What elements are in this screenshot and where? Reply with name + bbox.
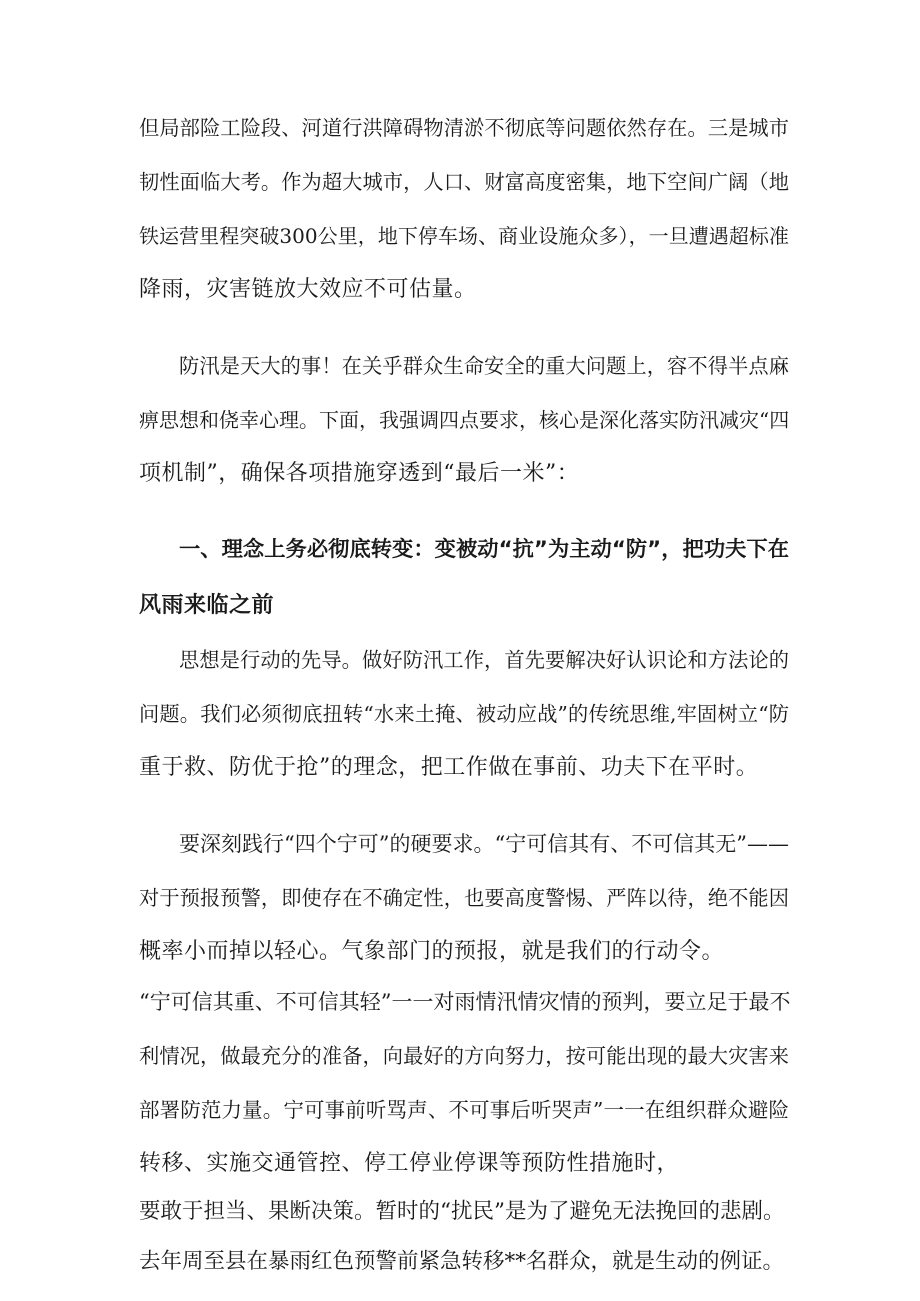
text-line: 部署防范力量。宁可事前听骂声、不可事后听哭声”一一在组织群众避险 — [139, 1098, 789, 1122]
section-heading: 一、理念上务必彻底转变：变被动“抗”为主动“防”，把功夫下在 — [179, 537, 789, 562]
text-line: 防汛是天大的事！在关乎群众生命安全的重大问题上，容不得半点麻 — [179, 354, 789, 378]
text-line: 重于救、防优于抢”的理念，把工作做在事前、功夫下在平时。 — [139, 755, 759, 780]
text-line: 思想是行动的先导。做好防汛工作，首先要解决好认识论和方法论的 — [179, 648, 789, 672]
text-line: 概率小而掉以轻心。气象部门的预报，就是我们的行动令。 — [139, 939, 725, 964]
text-line: 痹思想和侥幸心理。下面，我强调四点要求，核心是深化落实防汛减灾“四 — [139, 408, 790, 432]
text-line: 项机制”，确保各项措施穿透到“最后一米”： — [139, 461, 580, 486]
text-line: 要深刻践行“四个宁可”的硬要求。“宁可信其有、不可信其无”—— — [179, 832, 789, 856]
text-line: 问题。我们必须彻底扭转“水来土掩、被动应战”的传统思维,牢固树立“防 — [139, 702, 789, 726]
text-line: 铁运营里程突破300公里，地下停车场、商业设施众多），一旦遭遇超标准 — [139, 224, 789, 248]
section-heading: 风雨来临之前 — [139, 593, 275, 618]
text-line: 去年周至县在暴雨红色预警前紧急转移**名群众，就是生动的例证。 — [139, 1249, 785, 1274]
text-line: 要敢于担当、果断决策。暂时的“扰民”是为了避免无法挽回的悲剧。 — [139, 1199, 785, 1224]
text-line: 转移、实施交通管控、停工停业停课等预防性措施时， — [139, 1151, 680, 1176]
text-line: 韧性面临大考。作为超大城市，人口、财富高度密集，地下空间广阔（地 — [139, 170, 789, 194]
text-line: 但局部险工险段、河道行洪障碍物清淤不彻底等问题依然存在。三是城市 — [139, 116, 789, 140]
text-line: “宁可信其重、不可信其轻”一一对雨情汛情灾情的预判，要立足于最不 — [139, 990, 791, 1014]
text-line: 对于预报预警，即使存在不确定性，也要高度警惕、严阵以待，绝不能因 — [139, 886, 789, 910]
text-line: 利情况，做最充分的准备，向最好的方向努力，按可能出现的最大灾害来 — [139, 1044, 789, 1068]
text-line: 降雨，灾害链放大效应不可估量。 — [139, 277, 477, 302]
